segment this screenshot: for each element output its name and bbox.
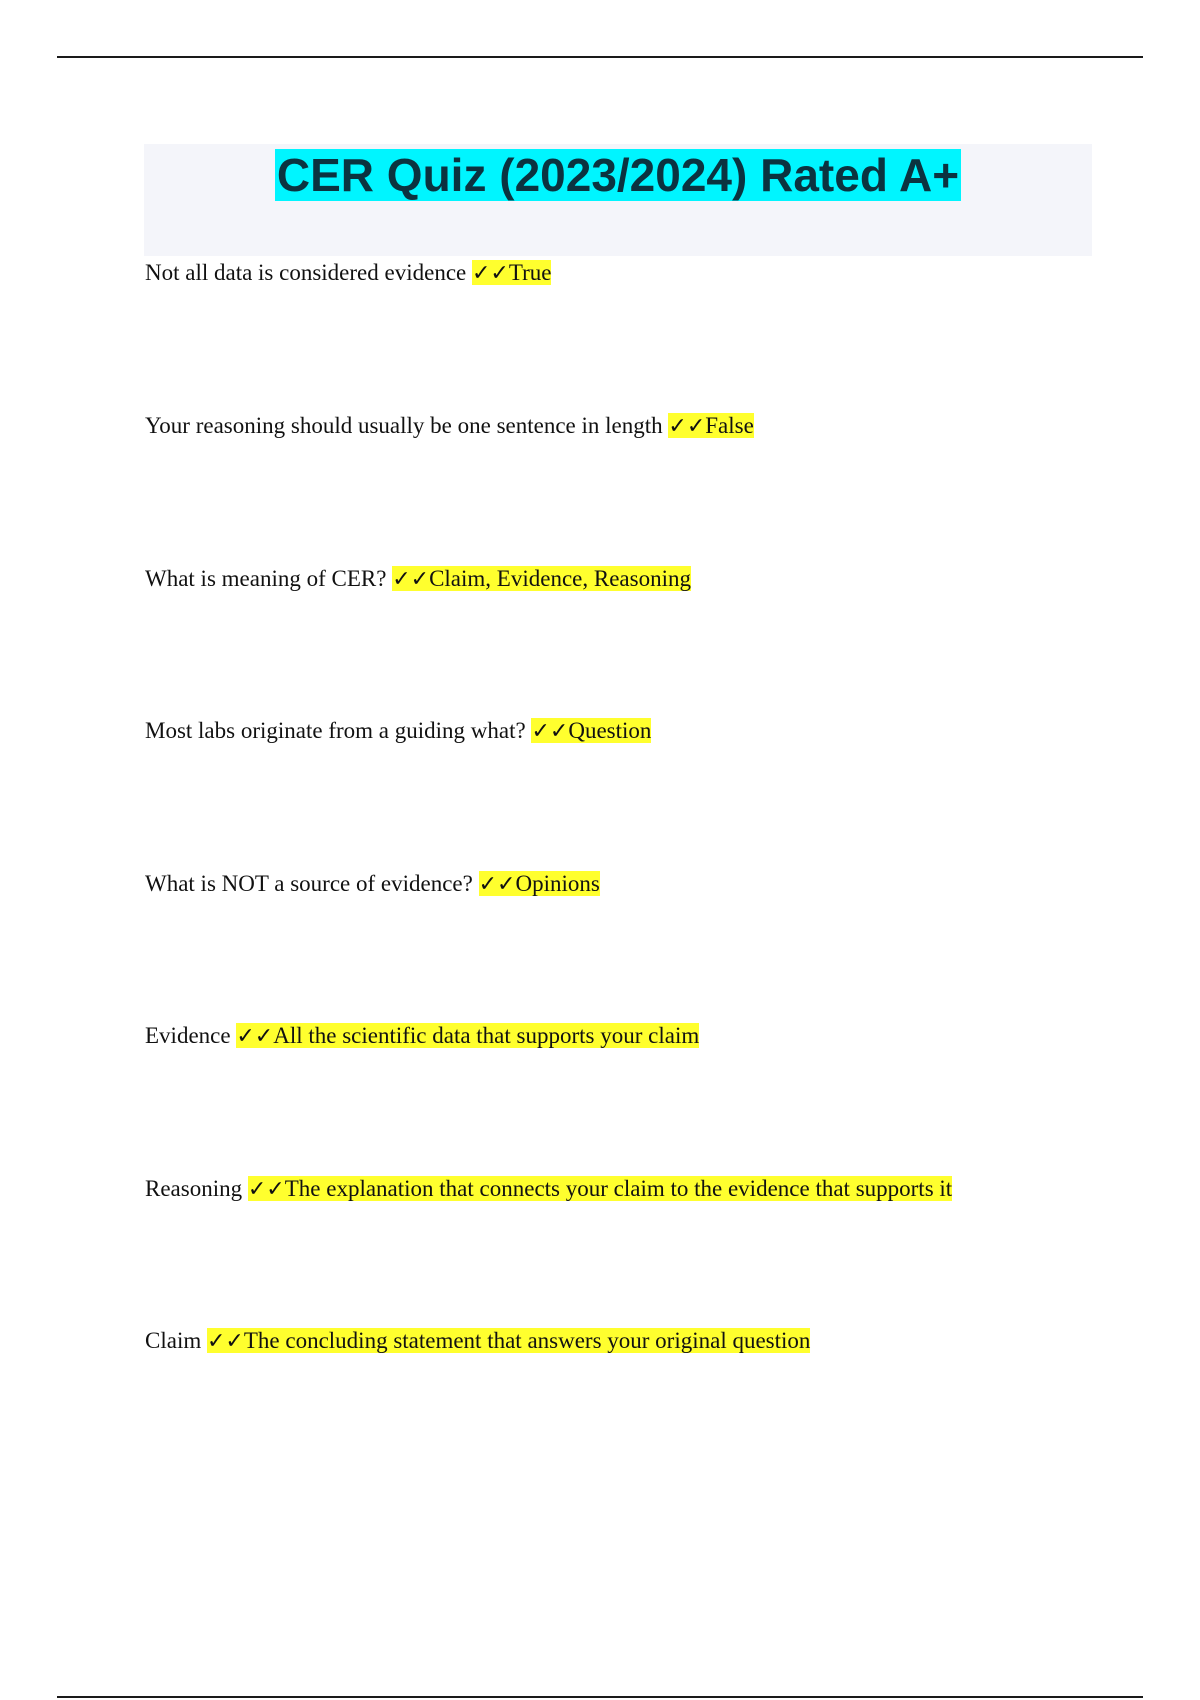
- qa-item: [145, 410, 754, 443]
- footer-rule: [57, 1696, 1143, 1698]
- answer-highlight: [668, 413, 753, 438]
- question-text: Not all data is considered evidence: [145, 260, 467, 285]
- question-text: Most labs originate from a guiding what?: [145, 718, 526, 743]
- double-check-icon: ✓✓: [472, 261, 509, 286]
- answer-highlight: [472, 260, 551, 285]
- double-check-icon: ✓✓: [668, 414, 706, 439]
- answer-text: The concluding statement that answers your original question: [243, 1328, 811, 1353]
- question-text: Reasoning: [145, 1176, 243, 1201]
- answer-text: The explanation that connects your claim to the evidence that supports it: [284, 1176, 953, 1201]
- title-banner: [144, 144, 1092, 256]
- double-check-icon: ✓✓: [206, 1329, 244, 1354]
- double-check-icon: ✓✓: [236, 1024, 274, 1049]
- document-title-text: CER Quiz (2023/2024) Rated A+: [276, 149, 960, 201]
- question-text: Claim: [145, 1328, 202, 1353]
- qa-item: [145, 1325, 810, 1358]
- question-text: What is NOT a source of evidence?: [145, 871, 473, 896]
- answer-highlight: [248, 1176, 952, 1201]
- answer-text: All the scientific data that supports your claim: [273, 1023, 700, 1048]
- answer-highlight: [531, 718, 651, 743]
- double-check-icon: ✓✓: [531, 719, 569, 744]
- answer-text: True: [508, 260, 552, 285]
- header-rule: [57, 56, 1143, 58]
- qa-item: [145, 715, 651, 748]
- answer-text: Opinions: [515, 871, 600, 896]
- qa-item: [145, 1173, 952, 1206]
- qa-item: [145, 563, 691, 596]
- answer-highlight: [236, 1023, 699, 1048]
- answer-text: False: [705, 413, 754, 438]
- qa-item: [145, 868, 600, 901]
- question-text: What is meaning of CER?: [145, 566, 387, 591]
- double-check-icon: ✓✓: [247, 1177, 285, 1202]
- answer-highlight: [479, 871, 600, 896]
- question-text: Evidence: [145, 1023, 231, 1048]
- qa-item: [145, 1020, 699, 1053]
- answer-highlight: [207, 1328, 810, 1353]
- qa-item: [145, 257, 551, 290]
- answer-highlight: [392, 566, 691, 591]
- question-text: Your reasoning should usually be one sentence in length: [145, 413, 663, 438]
- double-check-icon: ✓✓: [392, 567, 430, 592]
- answer-text: Question: [568, 718, 652, 743]
- double-check-icon: ✓✓: [478, 872, 516, 897]
- document-title: [144, 147, 1092, 203]
- answer-text: Claim, Evidence, Reasoning: [429, 566, 691, 591]
